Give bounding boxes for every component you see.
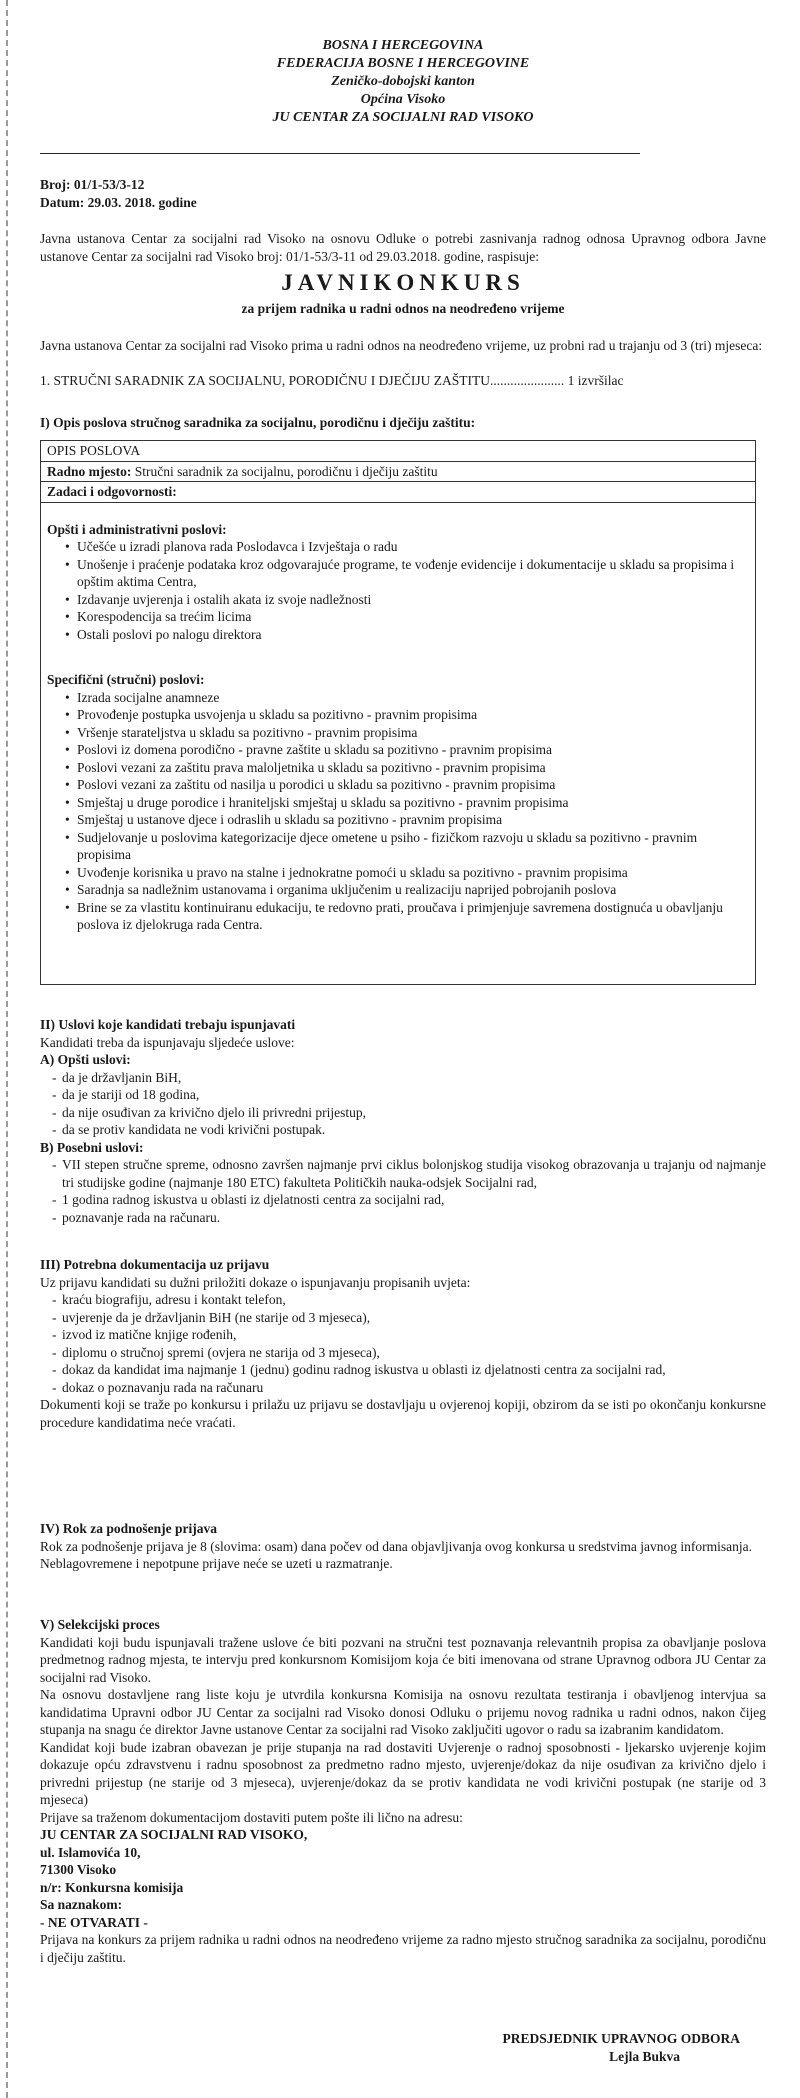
- workplace-row: [41, 462, 755, 483]
- section-3-intro: Uz prijavu kandidati su dužni priložiti dokaze o ispunjavanju propisanih uvjeta:: [40, 1274, 471, 1290]
- general-conditions-list: [40, 1069, 766, 1139]
- address-line: JU CENTAR ZA SOCIJALNI RAD VISOKO,: [40, 1827, 308, 1842]
- position-line: 1. STRUČNI SARADNIK ZA SOCIJALNU, PORODIČNU I DJEČIJU ZAŠTITU...................... 1 izvršilac: [40, 373, 624, 388]
- workplace-label: Radno mjesto:: [47, 463, 132, 479]
- list-item: - izvod iz matične knjige rođenih,: [62, 1326, 766, 1344]
- section-4: [40, 1520, 766, 1573]
- section-4-note: Neblagovremene i nepotpune prijave neće se uzeti u razmatranje.: [40, 1556, 393, 1571]
- section-1-heading: I) Opis poslova stručnog saradnika za socijalnu, porodičnu i dječiju zaštitu:: [40, 415, 476, 430]
- announcement-subtitle: za prijem radnika u radni odnos na neodređeno vrijeme: [241, 301, 565, 316]
- list-item: • Poslovi iz domena porodično - pravne zaštite u skladu sa pozitivno - pravnim propisima: [77, 741, 749, 759]
- section-3-heading: III) Potrebna dokumentacija uz prijavu: [40, 1257, 270, 1272]
- header-rule: [40, 153, 640, 154]
- section-4-heading: IV) Rok za podnošenje prijava: [40, 1521, 218, 1536]
- list-item: • Saradnja sa nadležnim ustanovama i organima uključenim u realizaciju naprijed pobrojanih poslova: [77, 881, 749, 899]
- list-item: • Poslovi vezani za zaštitu od nasilja u porodici u skladu sa pozitivno - pravnim propisima: [77, 776, 749, 794]
- list-item: - da nije osuđivan za krivično djelo ili privredni prijestup,: [62, 1104, 766, 1122]
- address-line: - NE OTVARATI -: [40, 1914, 148, 1930]
- header-line-federation: FEDERACIJA BOSNE I HERCEGOVINE: [276, 56, 530, 71]
- section-5: [40, 1616, 766, 1966]
- signature-name: Lejla Bukva: [609, 2048, 680, 2064]
- list-item: • Smještaj u ustanove djece i odraslih u skladu sa pozitivno - pravnim propisima: [77, 811, 749, 829]
- list-item: - poznavanje rada na računaru.: [62, 1209, 766, 1227]
- list-item: - kraću biografiju, adresu i kontakt telefon,: [62, 1291, 766, 1309]
- reference-number: Broj: 01/1-53/3-12: [40, 177, 145, 192]
- list-item: • Smještaj u druge porodice i hraniteljski smještaj u skladu sa pozitivno - pravnim propisima: [77, 794, 749, 812]
- mailing-address: [40, 1826, 766, 1931]
- list-item: • Sudjelovanje u poslovima kategorizacije djece ometene u psiho - fizičkom razvoju u skladu sa pozitivno - pravnim propisima: [77, 829, 749, 864]
- signature-block: [40, 2030, 740, 2065]
- section-5-heading: V) Selekcijski proces: [40, 1617, 160, 1632]
- reference-block: [40, 176, 766, 211]
- list-item: • Izrada socijalne anamneze: [77, 689, 749, 707]
- tasks-label: Zadaci i odgovornosti:: [41, 482, 755, 503]
- list-item: - VII stepen stručne spreme, odnosno završen najmanje prvi ciklus bolonjskog studija visokog obrazovanja u trajanju od najmanje tri studijske godine (najmanje 180 ETC) fakulteta Političkih nauka-odsjek Socijalni rad,: [62, 1156, 766, 1191]
- list-item: • Ostali poslovi po nalogu direktora: [77, 626, 749, 644]
- list-item: • Uvođenje korisnika u pravo na stalne i jednokratne pomoći u skladu sa pozitivno - pravnim propisima: [77, 864, 749, 882]
- section-5-paragraph: Prijave sa traženom dokumentacijom dostaviti putem pošte ili lično na adresu:: [40, 1809, 463, 1825]
- closing-paragraph: Prijava na konkurs za prijem radnika u radni odnos na neodređeno vrijeme za radno mjesto stručnog saradnika za socijalnu, porodičnu i dječiju zaštitu.: [40, 1932, 766, 1965]
- special-conditions-label: B) Posebni uslovi:: [40, 1139, 144, 1155]
- address-line: n/r: Konkursna komisija: [40, 1879, 184, 1895]
- intro-paragraph: Javna ustanova Centar za socijalni rad Visoko na osnovu Odluke o potrebi zasnivanja radnog odnosa Upravnog odbora Javne ustanove Centar za socijalni rad Visoko broj: 01/1-53/3-11 od 29.03.2018. godine, raspisuje:: [40, 231, 766, 264]
- list-item: - dokaz o poznavanju rada na računaru: [62, 1379, 766, 1397]
- list-item: • Učešće u izradi planova rada Poslodavca i Izvještaja o radu: [77, 538, 749, 556]
- general-conditions-label: A) Opšti uslovi:: [40, 1052, 131, 1067]
- list-item: • Poslovi vezani za zaštitu prava maloljetnika u skladu sa pozitivno - pravnim propisima: [77, 759, 749, 777]
- list-item: • Vršenje starateljstva u skladu sa pozitivno - pravnim propisima: [77, 724, 749, 742]
- job-description-box: [40, 440, 756, 985]
- header-line-institution: JU CENTAR ZA SOCIJALNI RAD VISOKO: [272, 110, 534, 125]
- document-header: [40, 37, 766, 127]
- section-3-note: Dokumenti koji se traže po konkursu i prilažu uz prijavu se dostavljaju u ovjerenoj kopiji, obzirom da se isti po okončanju konkursne procedure kandidatima neće vraćati.: [40, 1397, 766, 1430]
- reference-date: Datum: 29.03. 2018. godine: [40, 194, 197, 210]
- section-3: [40, 1256, 766, 1431]
- list-item: - uvjerenje da je državljanin BiH (ne starije od 3 mjeseca),: [62, 1309, 766, 1327]
- header-line-country: BOSNA I HERCEGOVINA: [322, 38, 484, 53]
- document-page: [40, 0, 766, 2098]
- box-title: OPIS POSLOVA: [41, 441, 755, 462]
- address-line: 71300 Visoko: [40, 1862, 117, 1877]
- position-paragraph: Javna ustanova Centar za socijalni rad Visoko prima u radni odnos na neodređeno vrijeme, uz probni rad u trajanju od 3 (tri) mjeseca:: [40, 338, 763, 353]
- list-item: • Unošenje i praćenje podataka kroz odgovarajuće programe, te vođenje evidencije i dokumentacije u skladu sa propisima i opštim aktima Centra,: [77, 556, 749, 591]
- specific-tasks-list: [47, 689, 749, 934]
- announcement-title: JAVNIKONKURS: [281, 270, 525, 295]
- specific-tasks-label: Specifični (stručni) poslovi:: [47, 672, 205, 687]
- section-5-paragraph: Na osnovu dostavljene rang liste koju je utvrdila konkursna Komisija na osnovu rezultata testiranja i obavljenog intervjua sa kandidatima Upravni odbor JU Centar za socijalni rad Visoko donosi Odluku o prijemu novog radnika u radni odnos, nakon čijeg stupanja na snagu će direktor Javne ustanove Centar za socijalni rad Visoko zaključiti ugovor o radu sa izabranim kandidatom.: [40, 1687, 766, 1737]
- header-line-canton: Zeničko-dobojski kanton: [331, 74, 475, 89]
- address-line: ul. Islamovića 10,: [40, 1844, 141, 1860]
- list-item: - da je državljanin BiH,: [62, 1069, 766, 1087]
- list-item: • Provođenje postupka usvojenja u skladu sa pozitivno - pravnim propisima: [77, 706, 749, 724]
- list-item: - da je stariji od 18 godina,: [62, 1086, 766, 1104]
- list-item: • Brine se za vlastitu kontinuiranu edukaciju, te redovno prati, proučava i primjenjuje savremena dostignuća u obavljanju poslova iz djelokruga rada Centra.: [77, 899, 749, 934]
- section-4-text: Rok za podnošenje prijava je 8 (slovima: osam) dana počev od dana objavljivanja ovog konkursa u sredstvima javnog informisanja.: [40, 1538, 752, 1554]
- workplace-value: Stručni saradnik za socijalnu, porodičnu i dječiju zaštitu: [131, 463, 438, 479]
- list-item: - da se protiv kandidata ne vodi krivični postupak.: [62, 1121, 766, 1139]
- special-conditions-list: [40, 1156, 766, 1226]
- tasks-body: [41, 503, 755, 938]
- list-item: • Izdavanje uvjerenja i ostalih akata iz svoje nadležnosti: [77, 591, 749, 609]
- list-item: - dokaz da kandidat ima najmanje 1 (jednu) godinu radnog iskustva u oblasti iz djelatnosti centra za socijalni rad,: [62, 1361, 766, 1379]
- signature-title: PREDSJEDNIK UPRAVNOG ODBORA: [502, 2031, 740, 2046]
- general-tasks-label: Opšti i administrativni poslovi:: [47, 521, 227, 537]
- address-line: Sa naznakom:: [40, 1897, 123, 1912]
- section-2-heading: II) Uslovi koje kandidati trebaju ispunjavati: [40, 1017, 296, 1032]
- section-2-intro: Kandidati treba da ispunjavaju sljedeće uslove:: [40, 1034, 295, 1050]
- cut-edge-line: [6, 0, 8, 2098]
- list-item: • Korespodencija sa trećim licima: [77, 608, 749, 626]
- general-tasks-list: [47, 538, 749, 643]
- section-5-paragraph: Kandidat koji bude izabran obavezan je prije stupanja na rad dostaviti Uvjerenje o radnoj sposobnosti - ljekarsko uvjerenje kojim dokazuje opću zdravstvenu i radnu sposobnost za predmetno radno mjesto, uvjerenje/dokaz da nije osuđivan za krivično djelo i privredni prijestup (ne starije od 3 mjeseca), uvjerenje/dokaz da se protiv kandidata ne vodi krivični postupak (ne starije od 3 mjeseca): [40, 1739, 766, 1807]
- header-line-municipality: Općina Visoko: [360, 92, 446, 107]
- section-2: [40, 1016, 766, 1226]
- documents-list: [40, 1291, 766, 1396]
- list-item: - 1 godina radnog iskustva u oblasti iz djelatnosti centra za socijalni rad,: [62, 1191, 766, 1209]
- list-item: - diplomu o stručnoj spremi (ovjera ne starija od 3 mjeseca),: [62, 1344, 766, 1362]
- section-5-paragraph: Kandidati koji budu ispunjavali tražene uslove će biti pozvani na stručni test poznavanja relevantnih propisa za obavljanje poslova predmetnog radnog mjesta, te intervju pred konkursnom Komisijom koja će biti imenovana od strane Upravnog odbora JU Centar za socijalni rad Visoko.: [40, 1634, 766, 1685]
